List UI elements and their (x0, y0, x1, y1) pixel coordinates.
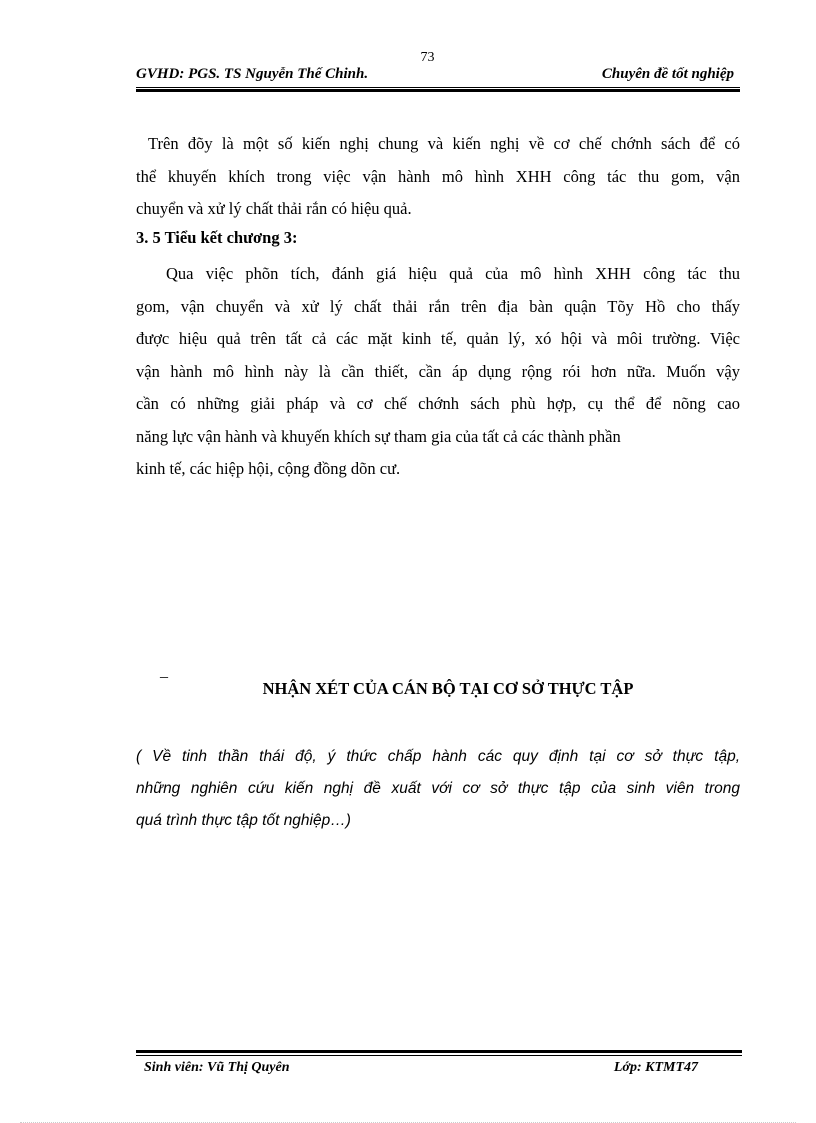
header-rule-thin (136, 87, 740, 88)
text-line: Trên đõy là một số kiến nghị chung và kiến nghị về cơ chế chớnh sách để có (148, 134, 740, 153)
section-heading-3-5: 3. 5 Tiểu kết chương 3: (136, 228, 298, 247)
text-line: thể khuyến khích trong việc vận hành mô hình XHH công tác thu gom, vận (136, 166, 740, 186)
text-line: Qua việc phõn tích, đánh giá hiệu quả của mô hình XHH công tác thu (166, 264, 740, 283)
text-line: những nghiên cứu kiến nghị đề xuất với cơ sở thực tập của sinh viên trong (136, 780, 740, 797)
text-line: kinh tế, các hiệp hội, cộng đồng dõn cư. (136, 459, 401, 478)
text-line: được hiệu quả trên tất cả các mặt kinh tế, quản lý, xó hội và môi trường. Việc (136, 329, 740, 348)
section-title: NHẬN XÉT CỦA CÁN BỘ TẠI CƠ SỞ THỰC TẬP (262, 679, 634, 698)
footer-student: Sinh viên: Vũ Thị Quyên (144, 1060, 290, 1075)
paragraph-recommendations (136, 128, 740, 226)
header-advisor: GVHD: PGS. TS Nguyễn Thế Chinh. (136, 66, 369, 82)
footer-rule-thin (136, 1055, 742, 1056)
page-number: 73 (420, 50, 435, 65)
page-footer (136, 1060, 740, 1080)
text-line: ( Về tinh thần thái độ, ý thức chấp hành các quy định tại cơ sở thực tập, (136, 748, 740, 765)
text-line: chuyển và xử lý chất thải rắn có hiệu quả. (136, 199, 412, 218)
text-line: cần có những giải pháp và cơ chế chớnh sách phù hợp, cụ thể để nõng cao (136, 394, 740, 413)
text-line: vận hành mô hình này là cần thiết, cần áp dụng rộng rói hơn nữa. Muốn vậy (136, 361, 740, 381)
footer-class: Lớp: KTMT47 (613, 1060, 698, 1075)
evaluation-instructions (136, 741, 740, 837)
text-line: năng lực vận hành và khuyến khích sự tham gia của tất cả các thành phần (136, 426, 621, 446)
dash-mark: _ (160, 663, 168, 680)
paragraph-chapter-summary (136, 258, 740, 486)
header-document-type: Chuyên đề tốt nghiệp (601, 66, 734, 82)
footer-rule-thick (136, 1050, 742, 1053)
text-line: gom, vận chuyển và xử lý chất thải rắn trên địa bàn quận Tõy Hồ cho thấy (136, 296, 740, 316)
text-line: quá trình thực tập tốt nghiệp…) (136, 812, 351, 829)
page-header (136, 66, 740, 86)
header-rule-thick (136, 89, 740, 92)
